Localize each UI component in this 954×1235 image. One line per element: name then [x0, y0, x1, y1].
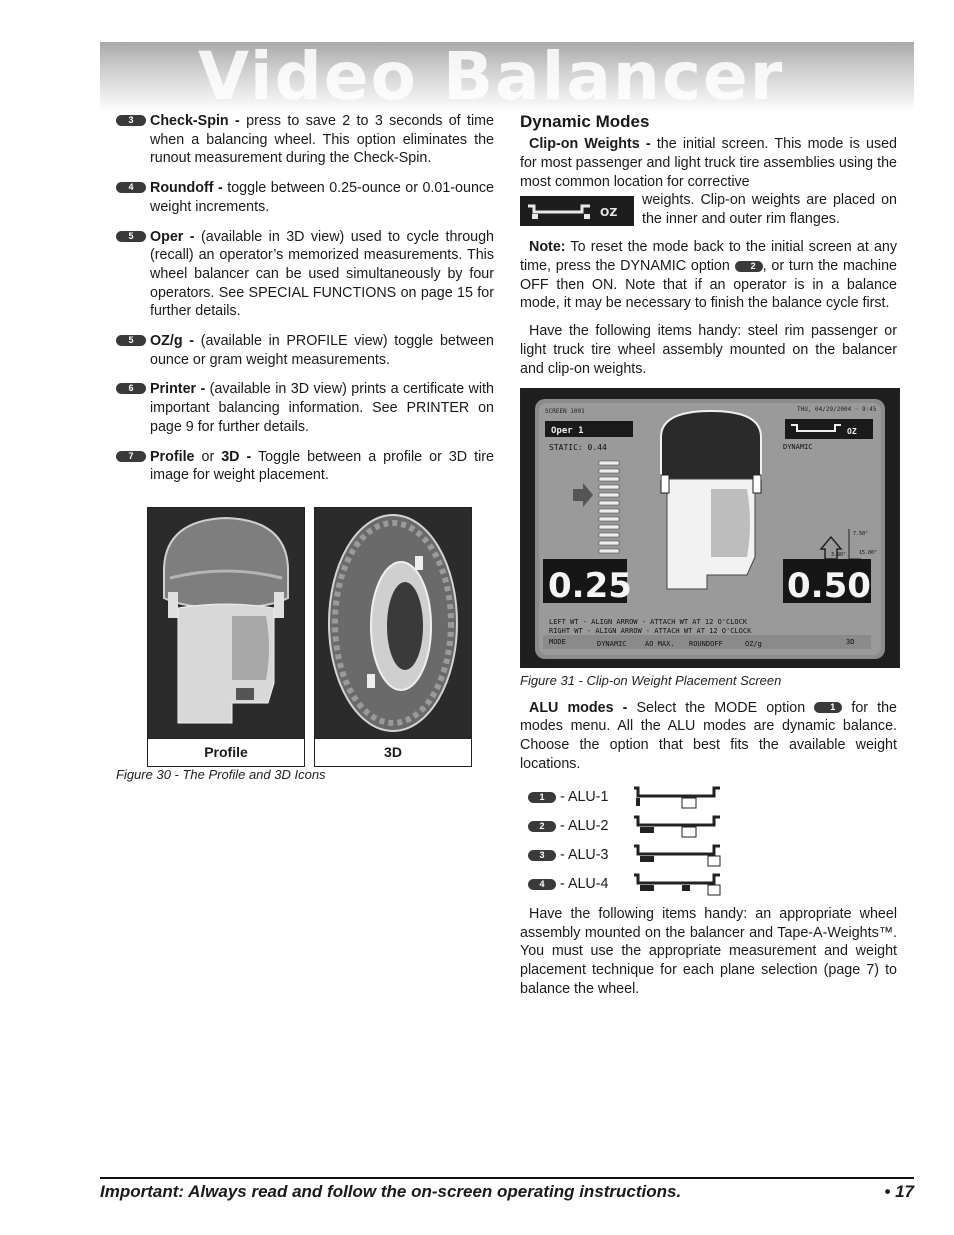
option-desc: (available in PROFILE view) toggle between ounce or gram weight measurements. — [150, 333, 494, 368]
option-check-spin — [116, 112, 494, 168]
footer — [100, 1181, 914, 1203]
alu-term: ALU modes - — [529, 699, 628, 716]
alu-text-2: for the modes menu. All the ALU modes are dynamic balance. Choose the option that best fits the available weight locations. — [520, 699, 897, 772]
alu-handy-paragraph: Have the following items handy: an appropriate wheel assembly mounted on the balancer and Tape-A-Weights™. You must use the appropriate measurement and weight placement technique for each plane selection (page 7) to balance the wheel. — [520, 905, 897, 997]
alu-1-label: - ALU-1 — [560, 789, 609, 806]
alu-2-badge: 2 — [528, 821, 556, 832]
footer-instruction: Important: Always read and follow the on-screen operating instructions. — [100, 1182, 682, 1201]
option-badge: 7 — [116, 451, 146, 462]
screen-dim-2: 15.00" — [859, 549, 878, 556]
note-text-1: To reset the mode back to the initial screen at any time, press the DYNAMIC option — [520, 238, 897, 274]
clip-on-weight-icon — [520, 196, 634, 226]
screen-oper: Oper 1 — [551, 425, 584, 436]
screen-mode-icon-label: OZ — [847, 426, 857, 436]
option-term: Printer - — [150, 381, 206, 398]
option-roundoff — [116, 179, 494, 216]
dynamic-modes-heading: Dynamic Modes — [520, 112, 650, 131]
clip-on-text-1: the initial screen. This mode is used for most passenger and light truck tire assemblies using the most common location for corrective — [520, 136, 898, 190]
tire-3d-icon — [315, 508, 471, 738]
option-badge: 5 — [116, 231, 146, 242]
threed-icon-box — [314, 507, 472, 767]
alu-mode-list — [528, 783, 897, 899]
screen-header: SCREEN 1001 — [545, 407, 585, 415]
clip-on-icon-label: OZ — [600, 206, 618, 220]
alu-1-row — [528, 783, 897, 812]
screen-menu-mode: MODE — [549, 637, 566, 646]
footer-rule — [100, 1177, 914, 1179]
option-desc: (available in 3D view) used to cycle through (recall) an operator’s memorized measurements. This wheel balancer can be used simultaneously by four operators. See SPECIAL FUNCTIONS on page 15 for further details. — [150, 228, 494, 320]
option-desc: (available in 3D view) prints a certificate with important balancing information. See PRINTER on page 9 for further details. — [150, 381, 494, 435]
alu-3-icon — [628, 842, 724, 868]
alu-modes-paragraph — [520, 699, 897, 774]
option-term: Check-Spin - — [150, 113, 240, 129]
alu-4-label: - ALU-4 — [560, 876, 609, 893]
profile-icon-box — [147, 507, 305, 767]
option-term: Oper - — [150, 228, 195, 245]
option-badge: 6 — [116, 383, 146, 394]
option-mid: or — [194, 448, 222, 465]
note-paragraph — [520, 238, 897, 313]
left-weight-value: 0.25 — [548, 565, 632, 606]
screen-dim-1: 7.50" — [853, 530, 869, 537]
screen-instruction-left: LEFT WT - ALIGN ARROW - ATTACH WT AT 12 O'CLOCK — [549, 617, 748, 626]
alu-4-badge: 4 — [528, 879, 556, 890]
option-desc: toggle between 0.25-ounce or 0.01-ounce weight increments. — [150, 180, 494, 215]
option-desc: press to save 2 to 3 seconds of time when a balancing wheel. This option eliminates the runout measurement during the Check-Spin. — [150, 113, 494, 167]
clip-on-row — [520, 191, 897, 229]
dynamic-handy-paragraph: Have the following items handy: steel rim passenger or light truck tire wheel assembly mounted on the balancer and clip-on weights. — [520, 323, 897, 377]
header-band — [100, 42, 914, 112]
option-printer — [116, 380, 494, 436]
screen-dim-3: 3.90" — [831, 551, 847, 558]
option-oper — [116, 228, 494, 322]
note-term: Note: — [529, 238, 566, 255]
screen-menu-dynamic: DYNAMIC — [597, 639, 627, 648]
option-desc: Toggle between a profile or 3D tire image for weight placement. — [150, 448, 494, 484]
alu-3-label: - ALU-3 — [560, 847, 609, 864]
alu-mode-badge: 1 — [814, 702, 842, 713]
alu-1-icon — [628, 784, 724, 810]
screen-menu-oz-g: OZ/g — [745, 639, 762, 648]
alu-3-badge: 3 — [528, 850, 556, 861]
screen-static: STATIC: 0.44 — [549, 442, 607, 452]
option-term-2: 3D - — [221, 448, 252, 465]
option-term: Profile — [150, 448, 195, 465]
left-column — [116, 112, 494, 783]
screen-menu-3d: 3D — [846, 637, 855, 646]
alu-4-row — [528, 870, 897, 899]
option-oz-g — [116, 332, 494, 369]
header-title: Video Balancer — [198, 42, 785, 112]
clip-on-text-2: weights. Clip-on weights are placed on the inner and outer rim flanges. — [642, 192, 897, 228]
screen-menu-roundoff: ROUNDOFF — [689, 639, 723, 648]
alu-4-icon — [628, 871, 724, 897]
alu-2-icon — [628, 813, 724, 839]
clip-on-paragraph — [520, 135, 897, 191]
option-badge: 5 — [116, 335, 146, 346]
profile-label: Profile — [148, 738, 304, 766]
screen-mode-label: DYNAMIC — [783, 442, 813, 451]
alu-2-row — [528, 812, 897, 841]
alu-text-1: Select the MODE option — [627, 699, 815, 716]
screen-menu-ao-max: AO MAX. — [645, 639, 675, 648]
right-weight-value: 0.50 — [787, 565, 871, 606]
figure-31-caption: Figure 31 - Clip-on Weight Placement Screen — [520, 672, 782, 688]
right-column — [520, 112, 897, 1008]
clip-on-placement-screen — [520, 388, 900, 668]
screen-instruction-right: RIGHT WT - ALIGN ARROW - ATTACH WT AT 12 O'CLOCK — [549, 626, 752, 635]
figure-30 — [116, 507, 494, 767]
alu-1-badge: 1 — [528, 792, 556, 803]
screen-date: THU, 04/29/2004 ◦ 9:45 — [797, 405, 877, 413]
figure-30-caption: Figure 30 - The Profile and 3D Icons — [116, 766, 326, 782]
option-term: OZ/g - — [150, 333, 195, 350]
note-badge: 2 — [735, 261, 763, 272]
option-badge: 3 — [116, 115, 146, 126]
alu-2-label: - ALU-2 — [560, 818, 609, 835]
note-text-2: , or turn the machine OFF then ON. Note that if an operator is in a balance mode, it may be necessary to finish the balance cycle first. — [520, 257, 897, 312]
clip-on-term: Clip-on Weights - — [529, 136, 651, 152]
option-profile-3d — [116, 448, 494, 485]
threed-label: 3D — [315, 738, 471, 766]
alu-3-row — [528, 841, 897, 870]
option-badge: 4 — [116, 182, 146, 193]
page-number: • 17 — [884, 1182, 914, 1201]
tire-profile-icon — [148, 508, 304, 738]
option-term: Roundoff - — [150, 180, 223, 197]
